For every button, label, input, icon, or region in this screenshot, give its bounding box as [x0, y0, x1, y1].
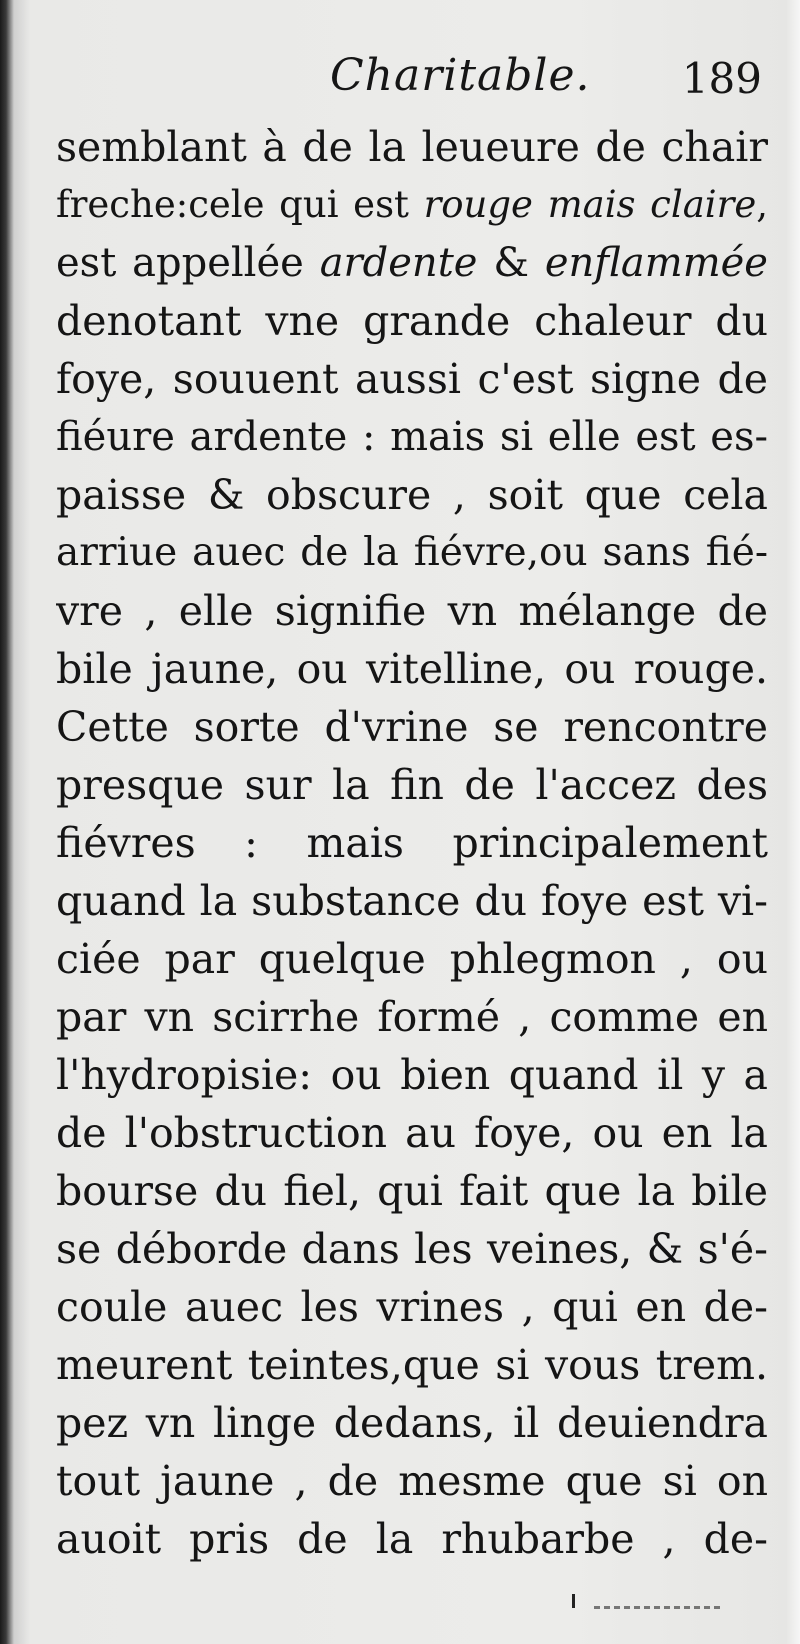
text-line — [56, 582, 768, 640]
text-line — [56, 814, 768, 872]
page-number: 189 — [681, 54, 762, 103]
line-segment: fiévres : mais principalement — [56, 819, 768, 867]
line-segment: bile jaune, ou vitelline, ou rouge. — [56, 645, 768, 693]
line-segment: par vn scirrhe formé , comme en — [56, 993, 768, 1041]
text-line — [56, 988, 768, 1046]
text-line — [56, 1278, 768, 1336]
line-segment: se déborde dans les veines, & s'é- — [56, 1225, 768, 1273]
line-segment: fiéure ardente : mais si elle est es- — [56, 414, 768, 460]
line-segment: coule auec les vrines , qui en de- — [56, 1283, 768, 1331]
text-line — [56, 466, 768, 524]
text-line — [56, 930, 768, 988]
line-segment: arriue auec de la fiévre,ou sans fié- — [56, 530, 768, 575]
text-line — [56, 1046, 768, 1104]
line-segment: vre , elle signifie vn mélange de — [56, 587, 768, 635]
line-segment: freche:cele qui est — [56, 183, 424, 226]
text-line — [56, 1510, 768, 1568]
italic-phrase: enflammée — [544, 240, 768, 286]
text-line — [56, 234, 768, 292]
running-title: Charitable. — [330, 50, 591, 101]
line-segment: pez vn linge dedans, il deuiendra — [56, 1399, 768, 1447]
line-segment: denotant vne grande chaleur du — [56, 297, 768, 345]
line-segment: , — [756, 183, 768, 226]
line-segment: ciée par quelque phlegmon , ou — [56, 935, 768, 983]
text-line — [56, 872, 768, 930]
text-line — [56, 640, 768, 698]
line-segment: Cette sorte d'vrine se rencontre — [56, 703, 768, 751]
text-line — [56, 118, 768, 176]
line-segment: paisse & obscure , soit que cela — [56, 471, 768, 519]
line-segment: & — [477, 240, 545, 286]
line-segment: l'hydropisie: ou bien quand il y a — [56, 1051, 768, 1099]
text-line — [56, 698, 768, 756]
italic-phrase: ardente — [319, 240, 478, 286]
line-segment: semblant à de la leueure de chair — [56, 123, 768, 171]
body-text — [56, 118, 768, 1568]
line-segment: meurent teintes,que si vous trem. — [56, 1341, 768, 1389]
line-segment: de l'obstruction au foye, ou en la — [56, 1109, 768, 1157]
page-edge — [786, 0, 800, 1644]
line-segment: quand la substance du foye est vi- — [56, 877, 768, 925]
line-segment: tout jaune , de mesme que si on — [56, 1457, 768, 1505]
text-line — [56, 1162, 768, 1220]
text-line — [56, 1394, 768, 1452]
text-line — [56, 756, 768, 814]
line-segment: foye, souuent aussi c'est signe de — [56, 355, 768, 403]
text-line — [56, 1104, 768, 1162]
text-line — [56, 1336, 768, 1394]
text-line — [56, 524, 768, 582]
line-segment: presque sur la fin de l'accez des — [56, 761, 768, 809]
text-line — [56, 1220, 768, 1278]
line-segment: est appellée — [56, 240, 320, 286]
italic-phrase: rouge mais claire — [423, 183, 757, 226]
page-header — [60, 44, 770, 114]
line-segment: bourse du fiel, qui fait que la bile — [56, 1167, 768, 1215]
text-line — [56, 408, 768, 466]
text-line — [56, 176, 768, 234]
line-segment: auoit pris de la rhubarbe , de- — [56, 1515, 768, 1563]
text-line — [56, 1452, 768, 1510]
text-line — [56, 350, 768, 408]
text-line — [56, 292, 768, 350]
printer-mark — [572, 1604, 732, 1610]
